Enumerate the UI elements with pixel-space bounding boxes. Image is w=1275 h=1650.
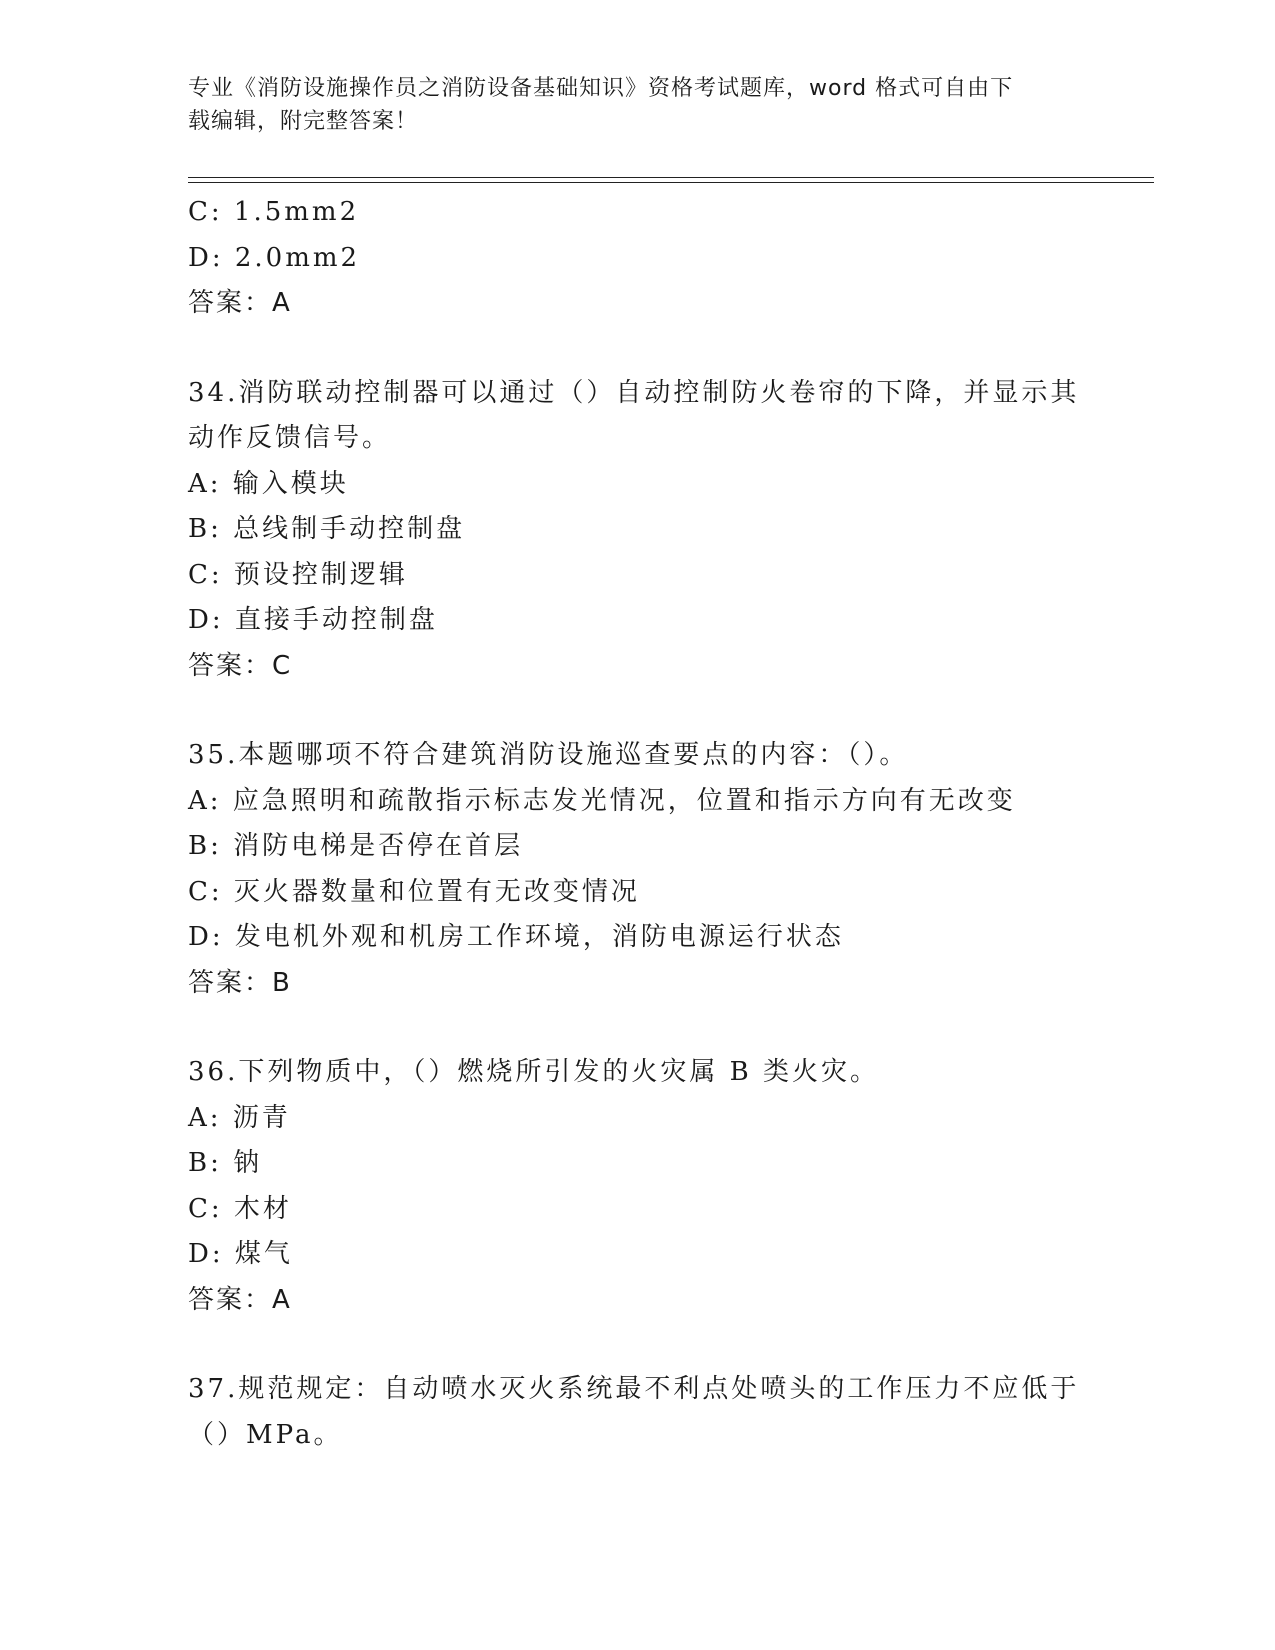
question-stem-line: （）MPa。 xyxy=(188,1419,343,1450)
question-stem-line: 35.本题哪项不符合建筑消防设施巡查要点的内容：（）。 xyxy=(188,740,909,770)
option-c: C: 预设控制逻辑 xyxy=(188,559,408,590)
option-a: A: 输入模块 xyxy=(188,468,349,499)
question-stem-line: 36.下列物质中，（）燃烧所引发的火灾属 B 类火灾。 xyxy=(188,1057,879,1087)
question-33-tail xyxy=(188,190,1088,327)
question-stem-line: 34.消防联动控制器可以通过（）自动控制防火卷帘的下降，并显示其 xyxy=(188,377,1080,408)
option-b: B: 总线制手动控制盘 xyxy=(188,514,466,544)
option-b: B: 消防电梯是否停在首层 xyxy=(188,831,524,861)
question-36 xyxy=(188,1050,1088,1323)
answer-label: 答案：A xyxy=(188,288,292,318)
option-d: D: 2.0mm2 xyxy=(188,242,361,273)
option-b: B: 钠 xyxy=(188,1148,263,1178)
option-c: C: 灭火器数量和位置有无改变情况 xyxy=(188,876,640,907)
answer-label: 答案：C xyxy=(188,650,293,681)
question-37 xyxy=(188,1367,1088,1458)
option-a: A: 应急照明和疏散指示标志发光情况，位置和指示方向有无改变 xyxy=(188,785,1016,816)
header-line-2: 载编辑，附完整答案！ xyxy=(188,109,419,134)
document-header xyxy=(188,72,1088,138)
option-d: D: 发电机外观和机房工作环境，消防电源运行状态 xyxy=(188,922,844,952)
option-c: C: 1.5mm2 xyxy=(188,197,360,227)
question-stem-line: 动作反馈信号。 xyxy=(188,423,392,453)
header-divider-bottom xyxy=(188,182,1154,183)
answer-label: 答案：A xyxy=(188,1284,292,1315)
option-a: A: 沥青 xyxy=(188,1102,291,1133)
question-35 xyxy=(188,733,1088,1006)
spacer xyxy=(188,327,1088,371)
spacer xyxy=(188,689,1088,733)
answer-label: 答案：B xyxy=(188,967,292,998)
option-d: D: 煤气 xyxy=(188,1239,293,1269)
spacer xyxy=(188,1006,1088,1050)
spacer xyxy=(188,1323,1088,1367)
header-line-1: 专业《消防设施操作员之消防设备基础知识》资格考试题库，word 格式可自由下 xyxy=(188,76,1014,101)
question-list xyxy=(188,190,1088,1458)
question-stem-line: 37.规范规定：自动喷水灭火系统最不利点处喷头的工作压力不应低于 xyxy=(188,1374,1080,1404)
question-34 xyxy=(188,371,1088,690)
header-divider-top xyxy=(188,177,1154,178)
option-d: D: 直接手动控制盘 xyxy=(188,605,438,635)
option-c: C: 木材 xyxy=(188,1193,292,1224)
